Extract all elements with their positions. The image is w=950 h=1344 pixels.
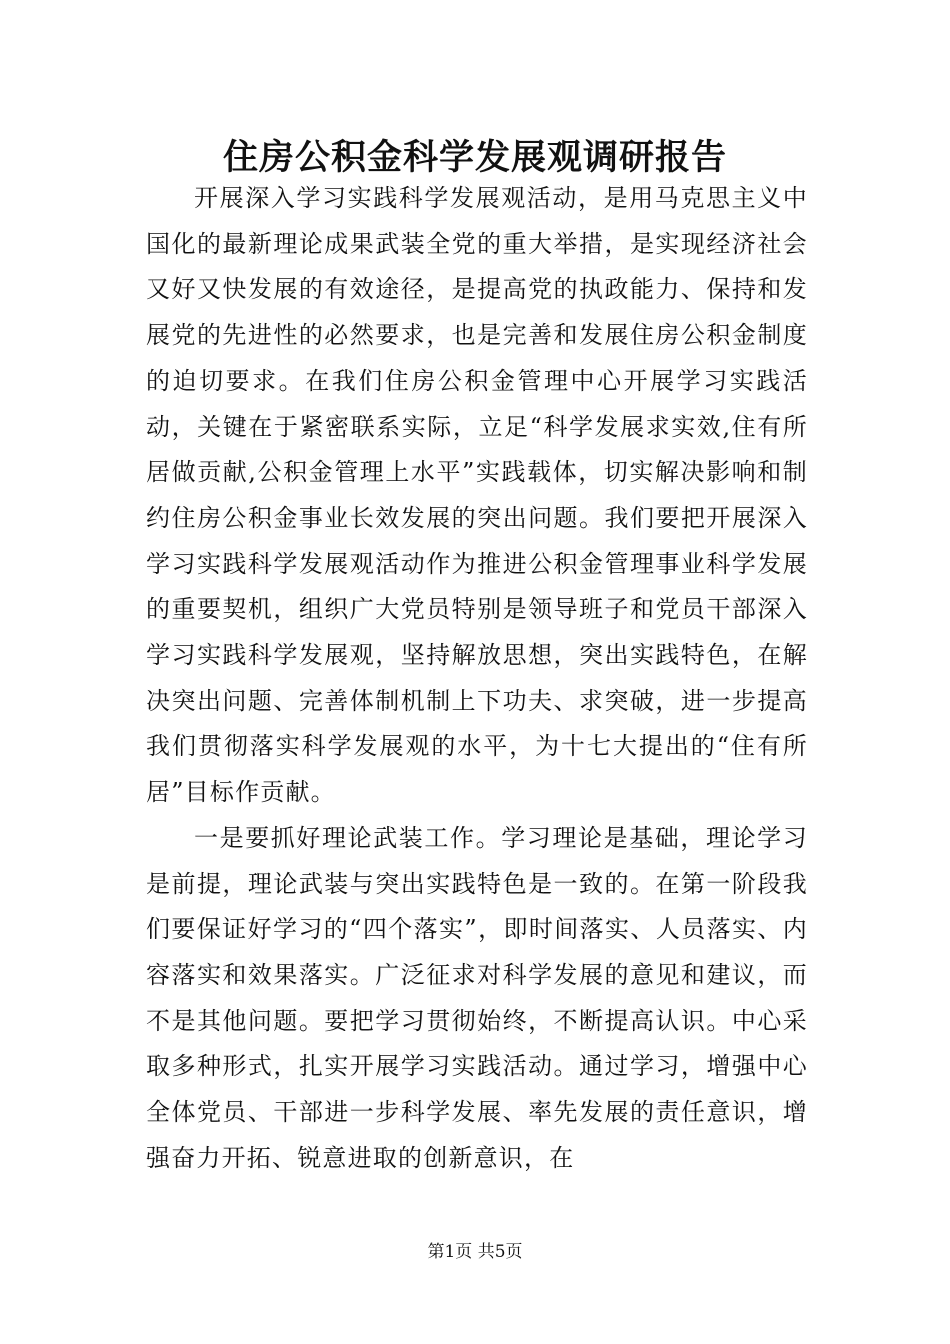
document-title: 住房公积金科学发展观调研报告 <box>222 137 727 178</box>
document-body <box>146 176 808 1181</box>
body-paragraph-2: 一是要抓好理论武装工作。学习理论是基础，理论学习是前提，理论武装与突出实践特色是一致的。在第一阶段我们要保证好学习的“四个落实”，即时间落实、人员落实、内容落实和效果落实。广泛征求对科学发展的意见和建议，而不是其他问题。要把学习贯彻始终，不断提高认识。中心采取多种形式，扎实开展学习实践活动。通过学习，增强中心全体党员、干部进一步科学发展、率先发展的责任意识，增强奋力开拓、锐意进取的创新意识，在 <box>146 823 808 1172</box>
page-footer: 第1页 共5页 <box>427 1242 523 1262</box>
body-paragraph-1: 开展深入学习实践科学发展观活动，是用马克思主义中国化的最新理论成果武装全党的重大举措，是实现经济社会又好又快发展的有效途径，是提高党的执政能力、保持和发展党的先进性的必然要求，也是完善和发展住房公积金制度的迫切要求。在我们住房公积金管理中心开展学习实践活动，关键在于紧密联系实际，立足“科学发展求实效,住有所居做贡献,公积金管理上水平”实践载体，切实解决影响和制约住房公积金事业长效发展的突出问题。我们要把开展深入学习实践科学发展观活动作为推进公积金管理事业科学发展的重要契机，组织广大党员特别是领导班子和党员干部深入学习实践科学发展观，坚持解放思想，突出实践特色，在解决突出问题、完善体制机制上下功夫、求突破，进一步提高我们贯彻落实科学发展观的水平，为十七大提出的“住有所居”目标作贡献。 <box>146 184 808 807</box>
